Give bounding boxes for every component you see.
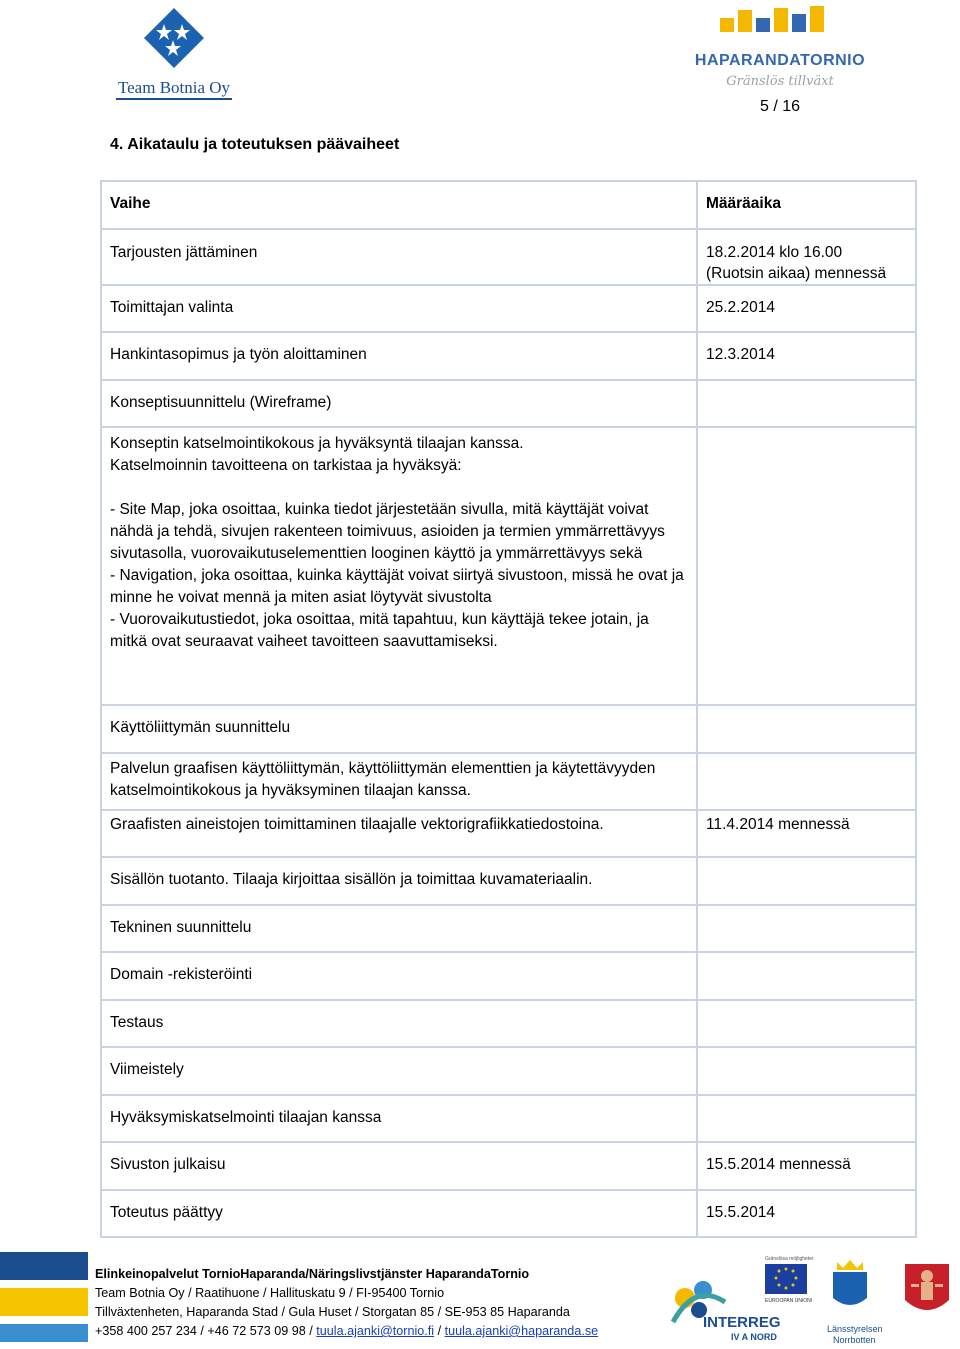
review-item-navigation: - Navigation, joka osoittaa, kuinka käyttäjät voivat siirtyä sivustoon, missä he ovat ja minne he voivat mennä ja miten asiat löytyvät sivustolta	[110, 567, 684, 606]
phase-cell: Hyväksymiskatselmointi tilaajan kanssa	[101, 1095, 697, 1143]
block-letters-icon	[720, 4, 830, 48]
phase-cell: Sivuston julkaisu	[101, 1142, 697, 1190]
deadline-cell: 11.4.2014 mennessä	[697, 810, 916, 858]
email-link-haparanda[interactable]: tuula.ajanki@haparanda.se	[444, 1324, 599, 1338]
header-phase: Vaihe	[101, 181, 697, 229]
team-botnia-logo	[112, 6, 236, 96]
phase-cell: Tekninen suunnittelu	[101, 905, 697, 953]
deadline-cell	[697, 753, 916, 810]
deadline-cell	[697, 1047, 916, 1095]
footer-logos	[665, 1252, 955, 1347]
deadline-line: 18.2.2014 klo 16.00	[706, 243, 843, 261]
deadline-line: (Ruotsin aikaa) mennessä	[706, 264, 887, 282]
table-row	[101, 1047, 916, 1095]
review-item-vuorovaikutus: - Vuorovaikutustiedot, joka osoittaa, mitä tapahtuu, kun käyttäjä tekee jotain, ja mitkä ovat seuraavat vaiheet tavoitteen saavuttamiseksi.	[110, 611, 649, 650]
deadline-cell	[697, 427, 916, 705]
diamond-stars-icon	[142, 6, 206, 70]
phase-cell: Konseptisuunnittelu (Wireframe)	[101, 380, 697, 428]
footer-contact	[95, 1265, 598, 1341]
table-row	[101, 1142, 916, 1190]
spacer	[110, 477, 688, 499]
table-row	[101, 952, 916, 1000]
phase-cell: Palvelun graafisen käyttöliittymän, käyttöliittymän elementtien ja käytettävyyden katselmointikokous ja hyväksyminen tilaajan kanssa.	[101, 753, 697, 810]
haparandatornio-brand-text: HAPARANDATORNIO	[694, 52, 866, 69]
team-botnia-logo-text: Team Botnia Oy	[117, 78, 231, 97]
deadline-cell	[697, 905, 916, 953]
lansstyrelsen-logo-subtext: Norrbotten	[833, 1335, 876, 1345]
deadline-cell	[697, 952, 916, 1000]
interreg-logo	[673, 1281, 781, 1342]
logo-underline	[116, 98, 232, 100]
interreg-logo-text: INTERREG	[703, 1314, 781, 1331]
phase-cell: Graafisten aineistojen toimittaminen tilaajalle vektorigrafiikkatiedostoina.	[101, 810, 697, 858]
table-row	[101, 905, 916, 953]
deadline-cell: 15.5.2014	[697, 1190, 916, 1238]
deadline-cell	[697, 380, 916, 428]
phase-cell: Tarjousten jättäminen	[101, 229, 697, 285]
table-row	[101, 1095, 916, 1143]
table-row	[101, 332, 916, 380]
table-row	[101, 810, 916, 858]
phase-cell: Sisällön tuotanto. Tilaaja kirjoittaa sisällön ja toimittaa kuvamateriaalin.	[101, 857, 697, 905]
haparandatornio-logo	[680, 4, 880, 96]
page-number: 5 / 16	[760, 98, 801, 115]
review-goal: Katselmoinnin tavoitteena on tarkistaa ja hyväksyä:	[110, 457, 462, 474]
header-deadline: Määräaika	[697, 181, 916, 229]
deadline-cell: 15.5.2014 mennessä	[697, 1142, 916, 1190]
footer-contact-line	[95, 1322, 598, 1341]
phase-cell: Käyttöliittymän suunnittelu	[101, 705, 697, 753]
lansstyrelsen-logo	[827, 1260, 883, 1345]
table-row	[101, 427, 916, 705]
table-row	[101, 1000, 916, 1048]
review-intro: Konseptin katselmointikokous ja hyväksyntä tilaajan kanssa.	[110, 435, 524, 452]
phase-cell: Domain -rekisteröinti	[101, 952, 697, 1000]
deadline-cell	[697, 229, 916, 285]
granslosa-text: Gränslösa möjligheter	[765, 1256, 814, 1262]
interreg-logo-subtext: IV A NORD	[731, 1332, 777, 1342]
deadline-cell	[697, 1000, 916, 1048]
table-row	[101, 285, 916, 333]
table-header-row	[101, 181, 916, 229]
phase-cell	[101, 427, 697, 705]
eu-logo-text: EUROOPAN UNIONI	[765, 1298, 813, 1304]
table-row	[101, 380, 916, 428]
footer-title: Elinkeinopalvelut TornioHaparanda/Näringslivstjänster HaparandaTornio	[95, 1267, 530, 1281]
review-item-sitemap: - Site Map, joka osoittaa, kuinka tiedot järjestetään sivulla, mitä käyttäjät voivat nähdä ja tehdä, sivujen rakenteen toimivuus, asioiden ja termien ymmärrettävyys sivutasolla, vuorovaikutuselementtien looginen käyttö ja ymmärrettävyys sekä	[110, 501, 665, 562]
deadline-cell	[697, 857, 916, 905]
section-title: 4. Aikataulu ja toteutuksen päävaiheet	[110, 136, 400, 153]
table-row	[101, 1190, 916, 1238]
deadline-cell	[697, 705, 916, 753]
table-row	[101, 229, 916, 285]
phase-cell: Viimeistely	[101, 1047, 697, 1095]
table-row	[101, 857, 916, 905]
phase-cell: Toimittajan valinta	[101, 285, 697, 333]
footer-phones: +358 400 257 234 / +46 72 573 09 98 /	[95, 1324, 317, 1338]
eu-flag-logo	[765, 1256, 814, 1304]
footer-color-band	[0, 1252, 88, 1342]
footer-address-se: Tillväxtenheten, Haparanda Stad / Gula Huset / Storgatan 85 / SE-953 85 Haparanda	[95, 1305, 570, 1319]
table-row	[101, 753, 916, 810]
haparandatornio-tagline: Gränslös tillväxt	[726, 74, 834, 89]
table-row	[101, 705, 916, 753]
email-link-tornio[interactable]: tuula.ajanki@tornio.fi	[316, 1324, 435, 1338]
phase-cell: Toteutus päättyy	[101, 1190, 697, 1238]
deadline-cell	[697, 1095, 916, 1143]
lansstyrelsen-logo-text: Länsstyrelsen	[827, 1324, 883, 1334]
footer-address-fi: Team Botnia Oy / Raatihuone / Hallituskatu 9 / FI-95400 Tornio	[95, 1286, 445, 1300]
schedule-table	[100, 180, 917, 1238]
phase-cell: Hankintasopimus ja työn aloittaminen	[101, 332, 697, 380]
footer-separator: /	[434, 1324, 445, 1338]
deadline-cell: 12.3.2014	[697, 332, 916, 380]
tornio-coat-of-arms-icon	[905, 1264, 949, 1310]
deadline-cell: 25.2.2014	[697, 285, 916, 333]
phase-cell: Testaus	[101, 1000, 697, 1048]
